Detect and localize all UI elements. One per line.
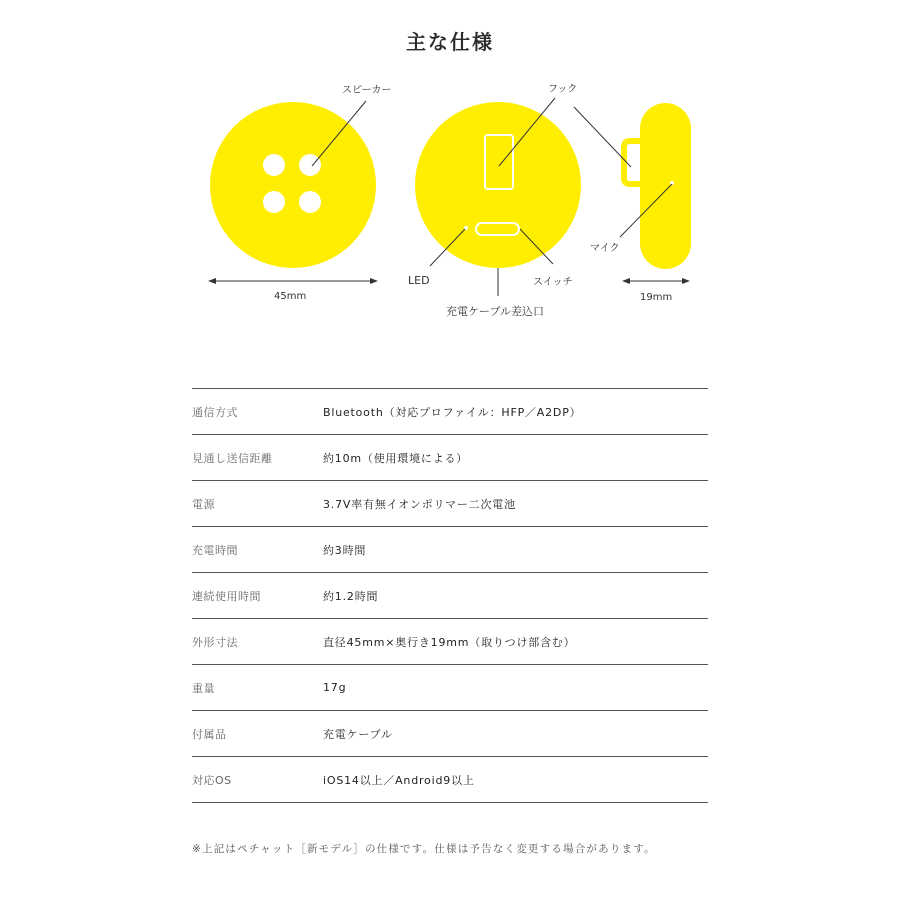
spec-label: 対応OS	[192, 757, 323, 803]
depth-label: 19mm	[640, 292, 673, 303]
table-row	[192, 481, 708, 527]
arrow-right-icon	[370, 278, 378, 284]
page-title: 主な仕様	[406, 30, 494, 54]
hook-side-leader-line	[574, 107, 631, 167]
spec-label: 付属品	[192, 711, 323, 757]
spec-value: 約3時間	[323, 527, 708, 573]
table-row	[192, 619, 708, 665]
spec-table	[192, 388, 708, 803]
table-row	[192, 389, 708, 435]
spec-value: 直径45mm×奥行き19mm（取りつけ部含む）	[323, 619, 708, 665]
front-view-button	[210, 102, 376, 268]
table-row	[192, 665, 708, 711]
speaker-hole-icon	[263, 154, 285, 176]
side-view-button	[640, 103, 691, 269]
spec-value: 3.7V率有無イオンポリマー二次電池	[323, 481, 708, 527]
speaker-label: スピーカー	[342, 85, 392, 96]
hook-label: フック	[548, 84, 578, 95]
spec-value: iOS14以上／Android9以上	[323, 757, 708, 803]
table-row	[192, 573, 708, 619]
table-row	[192, 527, 708, 573]
spec-label: 通信方式	[192, 389, 323, 435]
speaker-hole-icon	[263, 191, 285, 213]
back-view-button	[415, 102, 581, 268]
spec-value: 充電ケーブル	[323, 711, 708, 757]
spec-value: 約1.2時間	[323, 573, 708, 619]
spec-label: 重量	[192, 665, 323, 711]
table-row	[192, 757, 708, 803]
speaker-hole-icon	[299, 191, 321, 213]
port-label: 充電ケーブル差込口	[446, 305, 545, 318]
spec-label: 外形寸法	[192, 619, 323, 665]
spec-label: 電源	[192, 481, 323, 527]
spec-value: Bluetooth（対応プロファイル：HFP／A2DP）	[323, 389, 708, 435]
width-label: 45mm	[274, 291, 307, 302]
table-row	[192, 435, 708, 481]
spec-label: 見通し送信距離	[192, 435, 323, 481]
arrow-left-icon	[622, 278, 630, 284]
switch-label: スイッチ	[533, 277, 573, 288]
spec-label: 充電時間	[192, 527, 323, 573]
spec-label: 連続使用時間	[192, 573, 323, 619]
led-label: LED	[408, 274, 430, 287]
arrow-left-icon	[208, 278, 216, 284]
mic-label: マイク	[590, 243, 620, 254]
table-row	[192, 711, 708, 757]
spec-value: 17g	[323, 665, 708, 711]
speaker-hole-icon	[299, 154, 321, 176]
arrow-right-icon	[682, 278, 690, 284]
disclaimer-note: ※上記はペチャット［新モデル］の仕様です。仕様は予告なく変更する場合があります。	[192, 842, 656, 855]
spec-value: 約10m（使用環境による）	[323, 435, 708, 481]
product-diagram	[0, 0, 900, 340]
